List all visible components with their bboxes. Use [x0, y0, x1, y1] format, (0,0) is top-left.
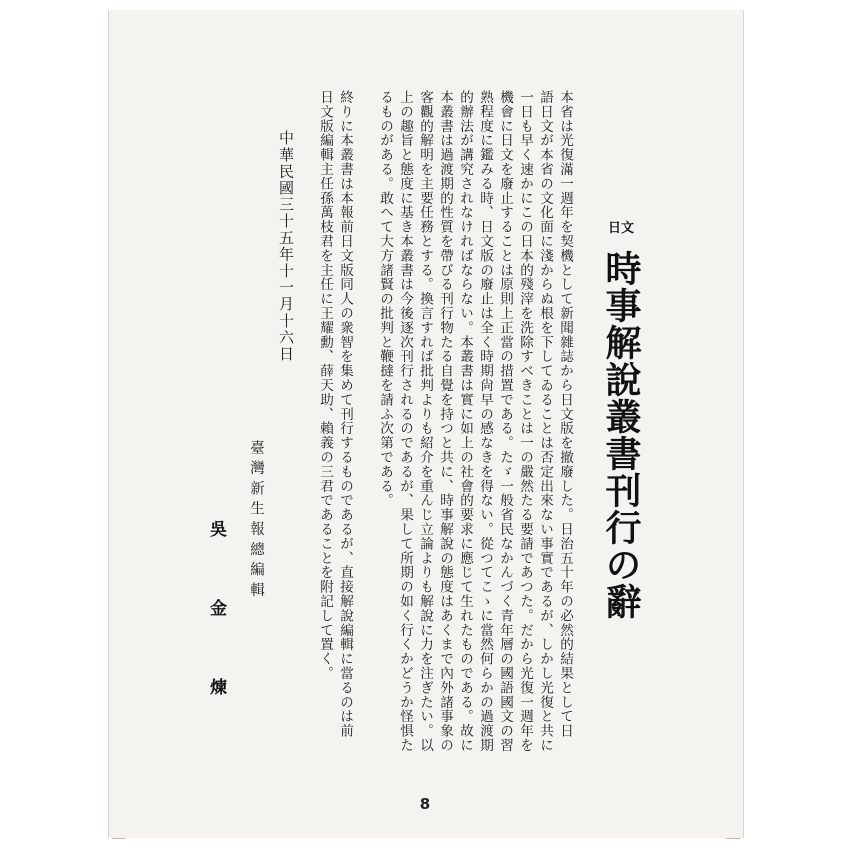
page-number: 8	[419, 795, 431, 813]
organization-line: 臺灣新生報總編輯	[248, 440, 264, 603]
body-line-11: 終りに本叢書は本報前日文版同人の衆智を集めて刊行するものであるが、直接解說編輯に當るのは前	[337, 90, 353, 738]
date-line: 中華民國三十五年十一月十六日	[277, 130, 295, 363]
author-name: 吳金煉	[206, 520, 226, 757]
body-line-4: 機會に日文を廢止することは原則上正當の措置である。たゞ一般省民なかんづく青年層の國語國文の習	[497, 90, 513, 753]
body-line-2: 語日文が本省の文化面に淺からぬ根を下してゐることは否定出來ない事實であるが、しかし光復と共に	[537, 90, 553, 753]
body-line-8: 客觀的解明を主要任務とする。換言すれば批判よりも紹介を重んじ立論よりも解說に力を注ぎたい。以	[417, 90, 433, 753]
title-tag: 日文	[608, 221, 635, 236]
body-line-5: 熟程度に鑑みる時、日文版の廢止は全く時期尙早の感なきを得ない。從つてこゝに當然何らかの過渡期	[477, 90, 493, 753]
body-line-10: るものがある。敢へて大方諸賢の批判と鞭撻を請ふ次第である。	[377, 90, 393, 508]
crop-mark-right	[726, 838, 740, 839]
body-line-7: 本叢書は過渡期的性質を帶びる刊行物たる自覺を持つと共に、時事解說の態度はあくまで內外諸事象の	[437, 90, 453, 753]
page-title: 時事解說叢書刊行の辭	[600, 250, 642, 620]
body-line-6: 的辦法が講究されなければならない。本叢書は實に如上の社會的要求に應じて生れたものである。故に	[457, 90, 473, 753]
body-line-1: 本省は光復滿一週年を契機として新聞雜誌から日文版を撤廢した。日治五十年の必然的結果として日	[557, 90, 573, 738]
body-line-12: 日文版編輯主任孫萬枝君を主任に王耀勳、薛天助、賴義の三君であることを附記して置く。	[317, 90, 333, 681]
body-line-9: 上の趣旨と態度に基き本叢書は今後逐次刊行されるのであるが、果して所期の如く行くかどうか怪惧た	[397, 90, 413, 753]
crop-mark-left	[112, 838, 126, 839]
body-line-3: 一日も早く速かにこの日本的殘滓を洗除すべきことは一の嚴然たる要請であつた。だから光復一週年を	[517, 90, 533, 753]
